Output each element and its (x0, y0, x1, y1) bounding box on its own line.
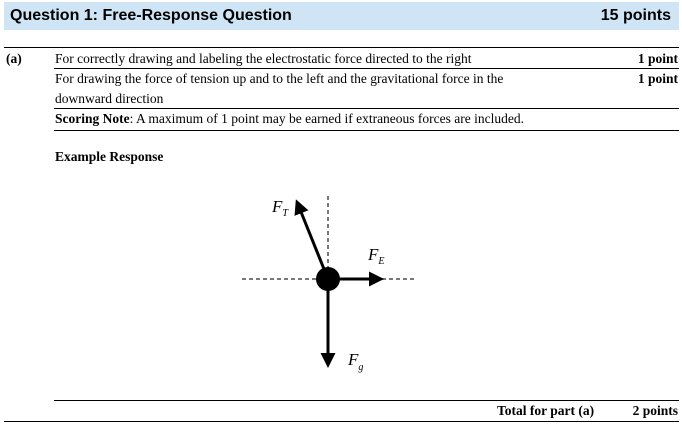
criterion-2-text-line1: For drawing the force of tension up and to the left and the gravitational force in the (55, 71, 504, 86)
criterion-1-points: 1 point (637, 51, 678, 66)
example-response-heading: Example Response (55, 149, 164, 164)
electric-force-label: $F_E$ (368, 245, 385, 267)
question-points: 15 points (600, 7, 671, 24)
criterion-2-text-line2: downward direction (55, 91, 164, 106)
part-label: (a) (6, 51, 22, 66)
scoring-note (55, 109, 524, 129)
scoring-note-label: Scoring Note (55, 111, 130, 126)
divider-top (4, 47, 679, 48)
tension-force-label: $F_T$ (272, 197, 288, 219)
divider-bottom (4, 421, 679, 422)
free-body-diagram (230, 190, 430, 380)
total-label: Total for part (a) (497, 403, 595, 418)
question-header (4, 2, 679, 30)
tension-force-arrow (297, 202, 328, 279)
question-title: Question 1: Free-Response Question (10, 7, 292, 24)
criterion-2-points: 1 point (637, 71, 678, 86)
gravity-force-label: $F_g$ (348, 350, 364, 373)
total-points: 2 points (632, 403, 678, 418)
criterion-1-text: For correctly drawing and labeling the electrostatic force directed to the right (55, 51, 472, 66)
divider-scoring-note (54, 130, 679, 131)
scoring-note-text: : A maximum of 1 point may be earned if extraneous forces are included. (129, 111, 524, 126)
charged-ball (316, 267, 340, 291)
